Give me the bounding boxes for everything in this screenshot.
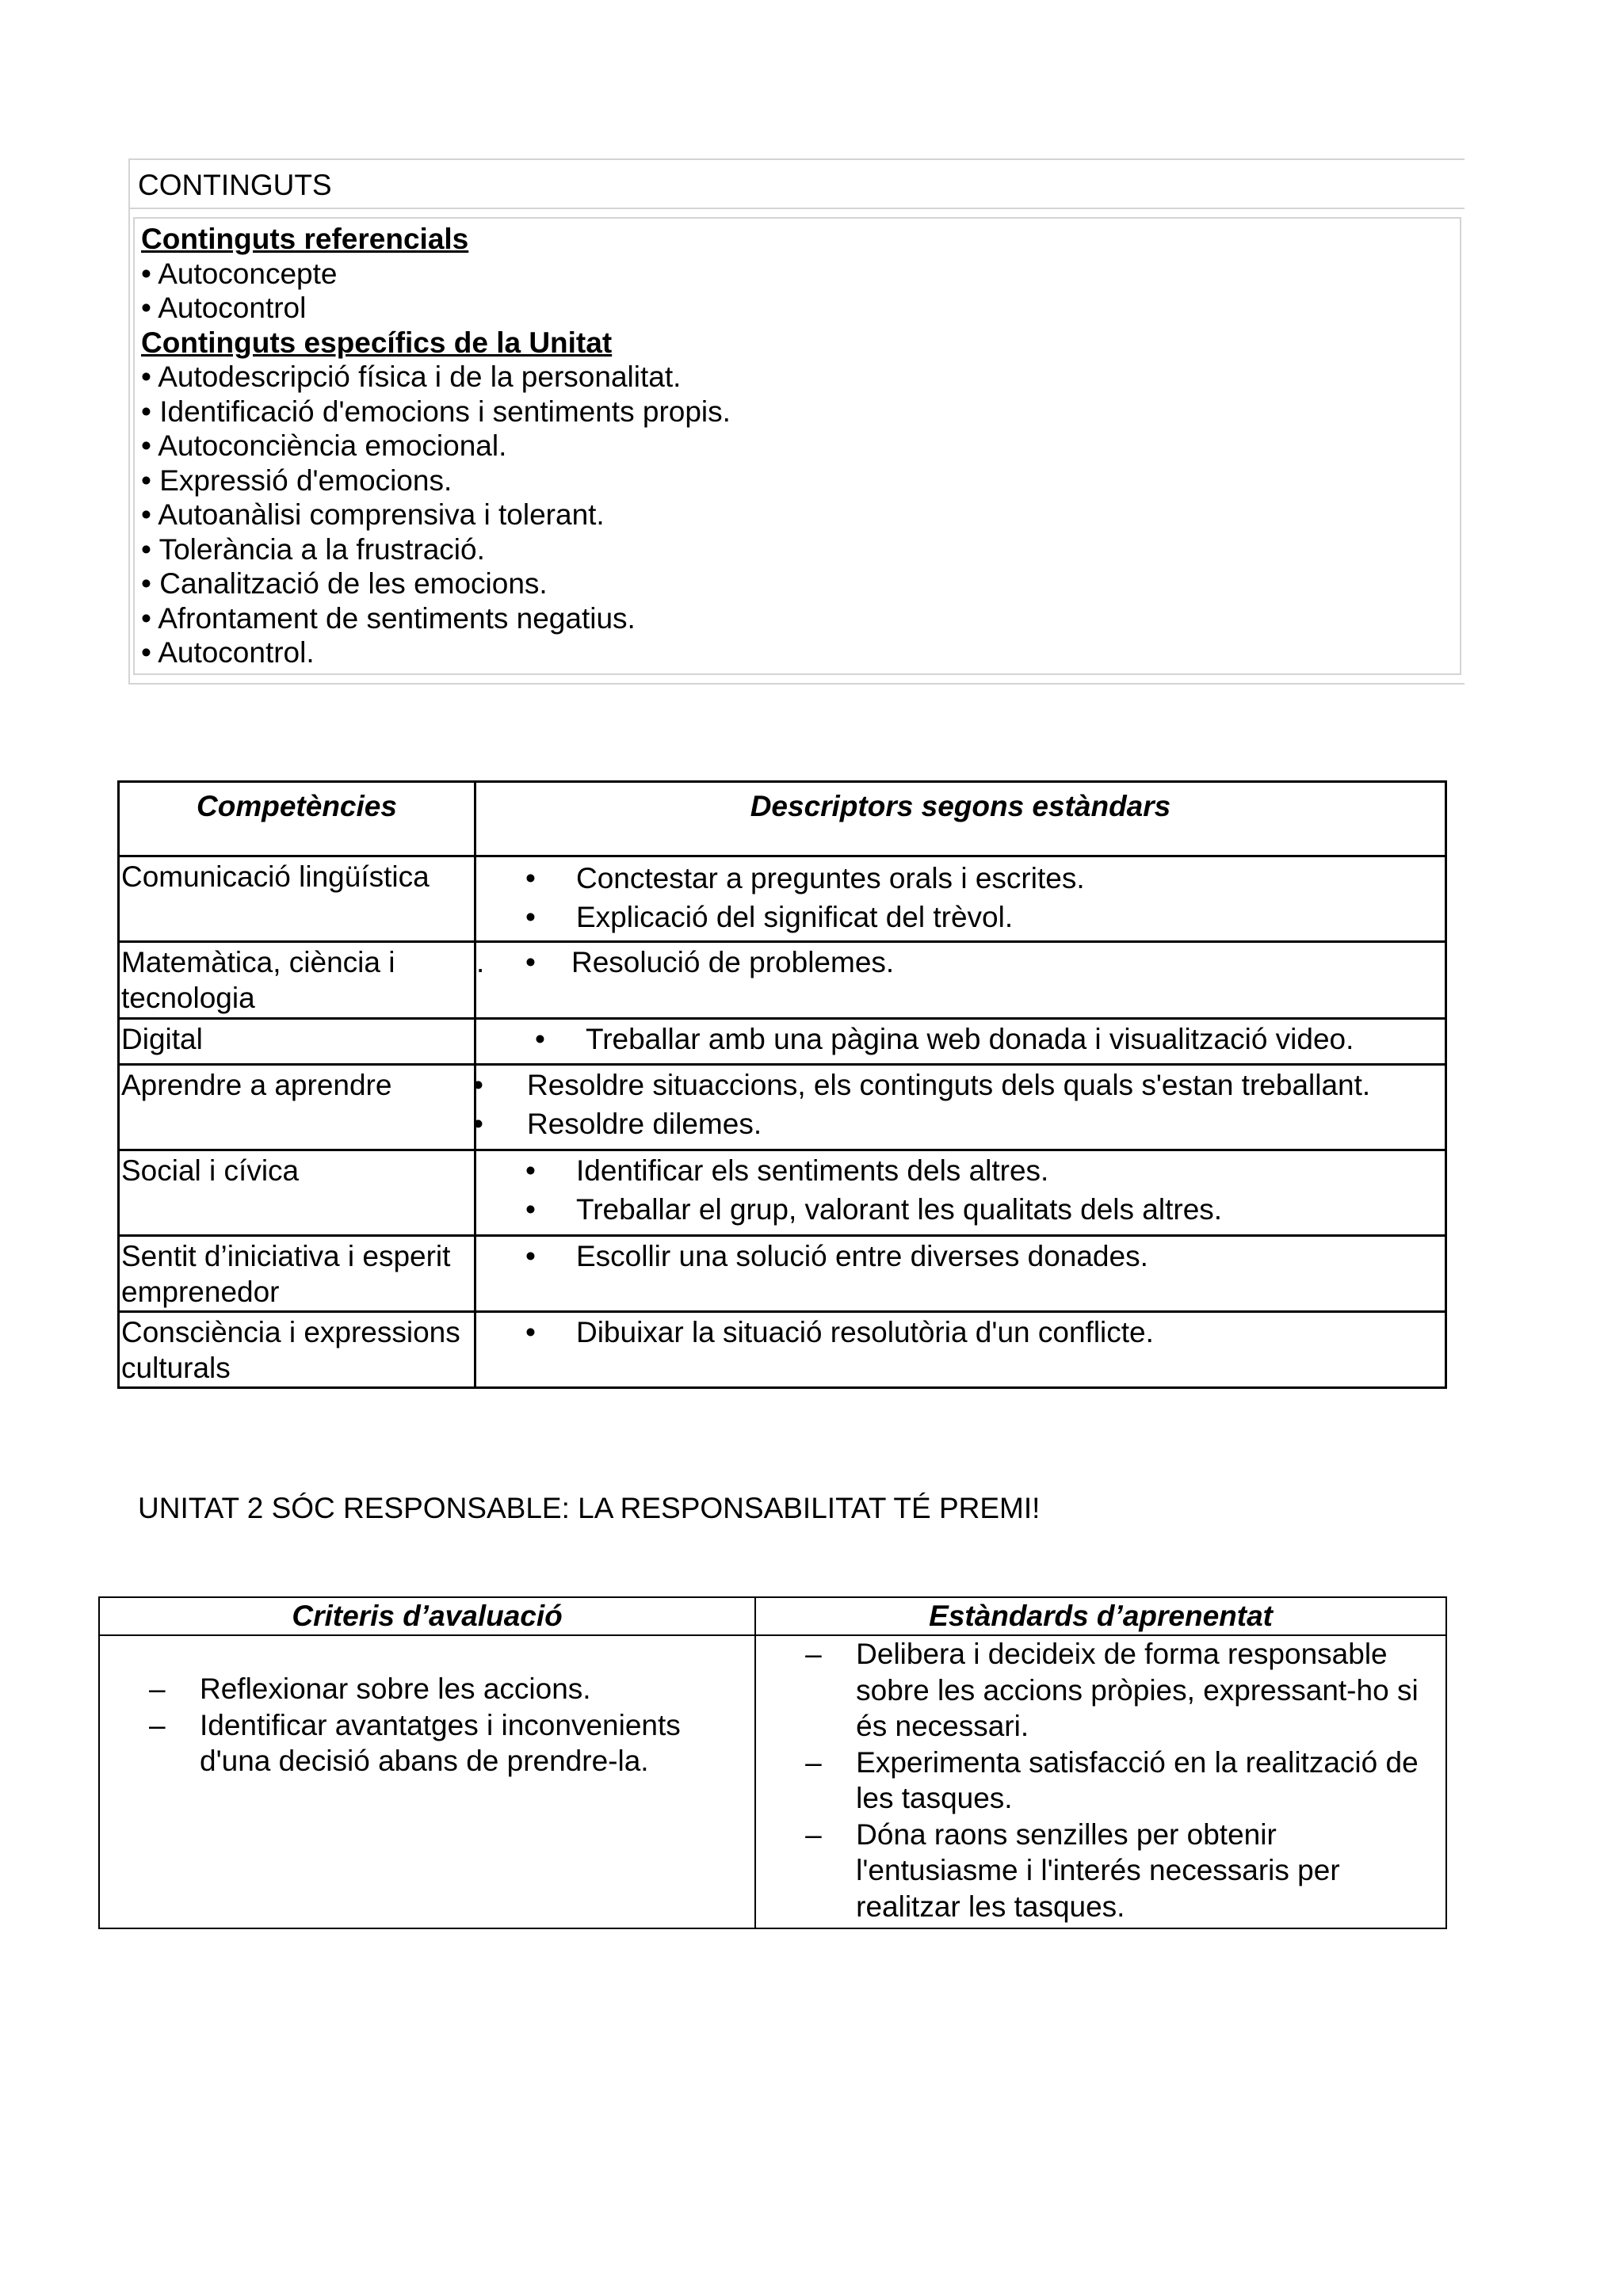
table-row	[119, 1150, 1446, 1236]
competencies-header: Competències	[119, 782, 475, 856]
list-item: – Delibera i decideix de forma responsable sobre les accions pròpies, expressant-ho si és necessari.	[805, 1638, 1419, 1742]
continguts-header: CONTINGUTS	[130, 160, 1465, 209]
list-item: • Escollir una solució entre diverses donades.	[476, 1237, 1445, 1276]
especific-item: • Autoanàlisi comprensiva i tolerant.	[141, 498, 605, 531]
competency-name: Social i cívica	[119, 1150, 475, 1236]
list-item: • Treballar amb una pàgina web donada i visualització video.	[476, 1020, 1445, 1058]
list-item: • Conctestar a preguntes orals i escrites.	[476, 859, 1445, 898]
criteris-cell	[99, 1635, 755, 1928]
descriptor-cell	[472, 1065, 1445, 1150]
descriptor-cell	[475, 1236, 1445, 1312]
especific-item: • Autodescripció física i de la personalitat.	[141, 360, 682, 393]
table-row	[119, 856, 1446, 942]
competency-name: Matemàtica, ciència i tecnologia	[119, 942, 475, 1019]
bullet-icon: •	[472, 1108, 483, 1140]
especific-item: • Identificació d'emocions i sentiments propis.	[141, 395, 731, 428]
list-item: – Dóna raons senzilles per obtenir l'entusiasme i l'interés necessaris per realitzar les tasques.	[805, 1817, 1340, 1923]
list-item: – Identificar avantatges i inconvenients d'una decisió abans de prendre-la.	[149, 1708, 681, 1777]
dash-icon: –	[805, 1745, 822, 1779]
bullet-icon: •	[525, 862, 536, 894]
competency-name: Aprendre a aprendre	[119, 1065, 475, 1150]
bullet-icon: •	[525, 1154, 536, 1187]
continguts-content	[133, 217, 1461, 675]
referencials-heading: Continguts referencials	[141, 223, 469, 255]
table-row	[119, 1236, 1446, 1312]
list-item: • Dibuixar la situació resolutòria d'un conflicte.	[476, 1313, 1445, 1352]
bullet-icon: •	[525, 901, 536, 933]
competency-name: Comunicació lingüística	[119, 856, 475, 942]
especific-item: • Tolerància a la frustració.	[141, 532, 485, 566]
table-row	[119, 1065, 1446, 1150]
list-item: – Experimenta satisfacció en la realització de les tasques.	[805, 1745, 1419, 1814]
competency-name: Digital	[119, 1019, 475, 1065]
table-row	[119, 1312, 1446, 1388]
list-item: • Resoldre dilemes.	[476, 1104, 1445, 1143]
competency-name: Sentit d’iniciativa i esperit emprenedor	[119, 1236, 475, 1312]
especific-item: • Autoconciència emocional.	[141, 429, 507, 462]
especifics-heading: Continguts específics de la Unitat	[141, 326, 613, 359]
criteris-header: Criteris d’avaluació	[99, 1597, 755, 1635]
table-header-row	[119, 782, 1446, 856]
continguts-box	[128, 158, 1465, 685]
especific-item: • Afrontament de sentiments negatius.	[141, 601, 636, 635]
dash-icon: –	[149, 1672, 166, 1705]
competencies-table	[117, 780, 1447, 1389]
descriptors-header: Descriptors segons estàndars	[475, 782, 1445, 856]
dash-icon: –	[805, 1817, 822, 1851]
table-row	[99, 1635, 1446, 1928]
referencial-item: • Autoconcepte	[141, 257, 338, 290]
table-row	[119, 942, 1446, 1019]
table-row	[119, 1019, 1446, 1065]
bullet-icon: •	[525, 1240, 536, 1272]
bullet-icon: •	[525, 1316, 536, 1348]
especific-item: • Autocontrol.	[141, 636, 315, 669]
unit-title: UNITAT 2 SÓC RESPONSABLE: LA RESPONSABILITAT TÉ PREMI!	[138, 1492, 1041, 1524]
bullet-icon: •	[525, 946, 536, 978]
bullet-icon: •	[534, 1023, 545, 1055]
referencial-item: • Autocontrol	[141, 292, 307, 324]
especific-item: • Expressió d'emocions.	[141, 463, 453, 497]
criteris-table	[98, 1596, 1447, 1929]
estandards-header: Estàndards d’aprenentat	[755, 1597, 1446, 1635]
competency-name: Consciència i expressions culturals	[119, 1312, 475, 1388]
table-header-row	[99, 1597, 1446, 1635]
list-item: – Reflexionar sobre les accions.	[100, 1671, 754, 1707]
descriptor-cell	[475, 1312, 1445, 1388]
dash-icon: –	[149, 1708, 166, 1741]
list-item: • Resoldre situaccions, els continguts dels quals s'estan treballant.	[476, 1066, 1445, 1104]
list-item: • Resolució de problemes.	[476, 943, 1445, 982]
list-item: • Explicació del significat del trèvol.	[476, 898, 1445, 936]
especific-item: • Canalització de les emocions.	[141, 567, 548, 600]
bullet-icon: •	[525, 1193, 536, 1226]
bullet-icon: •	[472, 1069, 483, 1101]
dash-icon: –	[805, 1638, 822, 1670]
estandards-cell	[755, 1635, 1446, 1928]
descriptor-cell	[475, 942, 1445, 1019]
descriptor-cell	[475, 1150, 1445, 1236]
descriptor-cell	[475, 1019, 1445, 1065]
list-item: • Identificar els sentiments dels altres.	[476, 1151, 1445, 1190]
stray-mark: .	[475, 946, 485, 978]
list-item: • Treballar el grup, valorant les qualitats dels altres.	[476, 1190, 1445, 1229]
descriptor-cell	[475, 856, 1445, 942]
